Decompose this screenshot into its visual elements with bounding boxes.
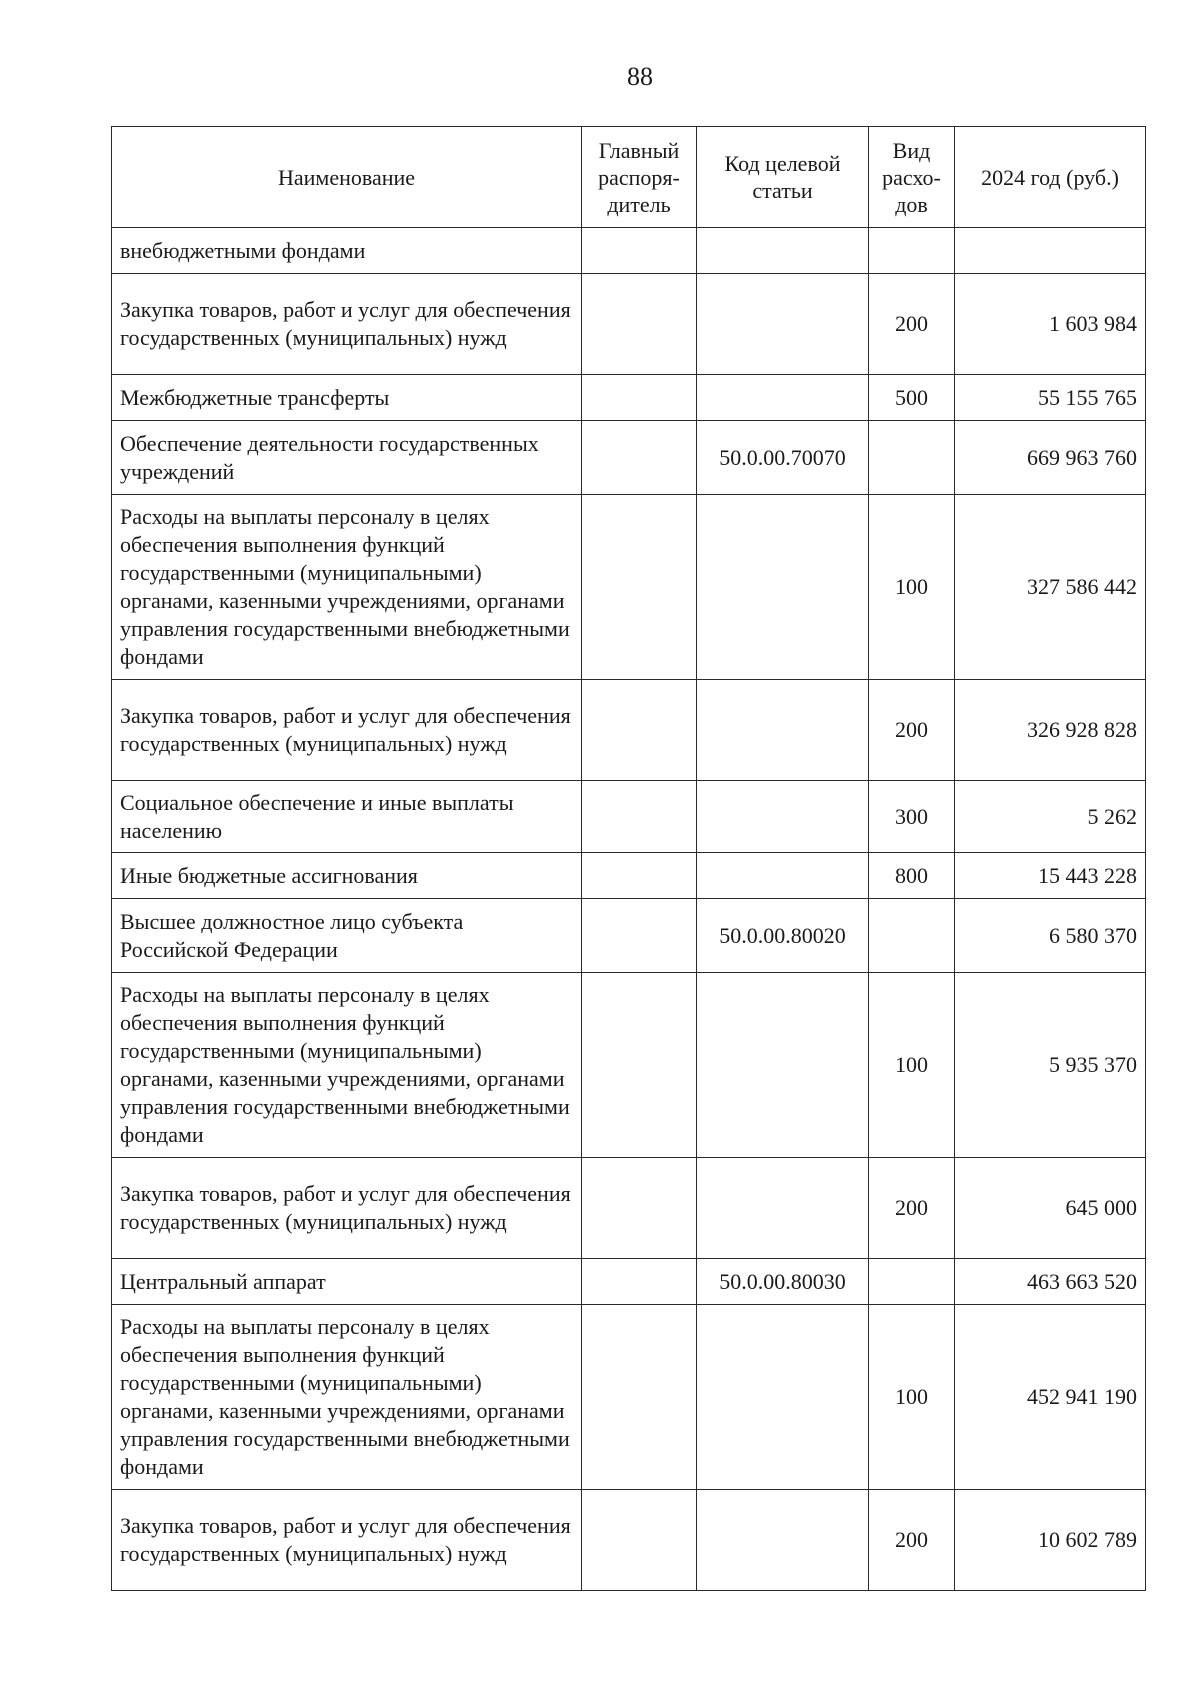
row-manager xyxy=(582,421,697,495)
row-type: 100 xyxy=(869,495,955,680)
row-type xyxy=(869,899,955,973)
row-manager xyxy=(582,680,697,781)
row-name: внебюджетными фондами xyxy=(112,228,582,274)
row-amount: 1 603 984 xyxy=(955,274,1146,375)
row-manager xyxy=(582,1305,697,1490)
row-code xyxy=(697,1490,869,1591)
row-code xyxy=(697,228,869,274)
table-row xyxy=(112,228,1146,274)
table-header-row xyxy=(112,127,1146,228)
row-type: 800 xyxy=(869,853,955,899)
row-manager xyxy=(582,781,697,853)
page-number: 88 xyxy=(627,62,653,91)
table-row xyxy=(112,375,1146,421)
row-name: Закупка товаров, работ и услуг для обеспечения государственных (муниципальных) нужд xyxy=(112,1490,582,1591)
row-name: Расходы на выплаты персоналу в целях обеспечения выполнения функций государственными (муниципальными) органами, казенными учреждениями, органами управления государственными внебюджетными фондами xyxy=(112,973,582,1158)
row-code: 50.0.00.80020 xyxy=(697,899,869,973)
header-manager: Главный распоря-дитель xyxy=(582,127,697,228)
row-name: Социальное обеспечение и иные выплаты населению xyxy=(112,781,582,853)
row-amount: 463 663 520 xyxy=(955,1259,1146,1305)
row-type: 200 xyxy=(869,1158,955,1259)
row-code xyxy=(697,973,869,1158)
row-amount: 669 963 760 xyxy=(955,421,1146,495)
row-type: 200 xyxy=(869,680,955,781)
header-type: Вид расхо-дов xyxy=(869,127,955,228)
row-name: Межбюджетные трансферты xyxy=(112,375,582,421)
row-type: 300 xyxy=(869,781,955,853)
row-manager xyxy=(582,274,697,375)
row-manager xyxy=(582,1259,697,1305)
table-row xyxy=(112,1158,1146,1259)
row-code xyxy=(697,781,869,853)
row-name: Обеспечение деятельности государственных учреждений xyxy=(112,421,582,495)
row-manager xyxy=(582,899,697,973)
table-row xyxy=(112,1490,1146,1591)
table-row xyxy=(112,495,1146,680)
row-name: Расходы на выплаты персоналу в целях обеспечения выполнения функций государственными (муниципальными) органами, казенными учреждениями, органами управления государственными внебюджетными фондами xyxy=(112,495,582,680)
row-name: Высшее должностное лицо субъекта Российской Федерации xyxy=(112,899,582,973)
table-row xyxy=(112,421,1146,495)
row-manager xyxy=(582,495,697,680)
row-code xyxy=(697,1158,869,1259)
row-code xyxy=(697,853,869,899)
row-amount: 452 941 190 xyxy=(955,1305,1146,1490)
table-row xyxy=(112,1305,1146,1490)
row-name: Закупка товаров, работ и услуг для обеспечения государственных (муниципальных) нужд xyxy=(112,274,582,375)
row-code xyxy=(697,274,869,375)
row-type xyxy=(869,228,955,274)
table-row xyxy=(112,274,1146,375)
table-row xyxy=(112,899,1146,973)
row-name: Закупка товаров, работ и услуг для обеспечения государственных (муниципальных) нужд xyxy=(112,1158,582,1259)
row-name: Расходы на выплаты персоналу в целях обеспечения выполнения функций государственными (муниципальными) органами, казенными учреждениями, органами управления государственными внебюджетными фондами xyxy=(112,1305,582,1490)
row-manager xyxy=(582,375,697,421)
row-amount: 326 928 828 xyxy=(955,680,1146,781)
row-type: 200 xyxy=(869,274,955,375)
row-manager xyxy=(582,1490,697,1591)
row-code: 50.0.00.70070 xyxy=(697,421,869,495)
row-manager xyxy=(582,973,697,1158)
header-code: Код целевой статьи xyxy=(697,127,869,228)
row-amount: 5 935 370 xyxy=(955,973,1146,1158)
row-type: 200 xyxy=(869,1490,955,1591)
row-manager xyxy=(582,853,697,899)
table-row xyxy=(112,680,1146,781)
row-code xyxy=(697,375,869,421)
row-amount: 645 000 xyxy=(955,1158,1146,1259)
row-amount: 5 262 xyxy=(955,781,1146,853)
table-row xyxy=(112,853,1146,899)
row-amount xyxy=(955,228,1146,274)
row-manager xyxy=(582,1158,697,1259)
row-name: Закупка товаров, работ и услуг для обеспечения государственных (муниципальных) нужд xyxy=(112,680,582,781)
row-type: 100 xyxy=(869,1305,955,1490)
row-type xyxy=(869,421,955,495)
row-amount: 15 443 228 xyxy=(955,853,1146,899)
row-code xyxy=(697,495,869,680)
row-type: 100 xyxy=(869,973,955,1158)
table-row xyxy=(112,781,1146,853)
table-row xyxy=(112,973,1146,1158)
header-name: Наименование xyxy=(112,127,582,228)
row-amount: 10 602 789 xyxy=(955,1490,1146,1591)
row-type: 500 xyxy=(869,375,955,421)
header-amount: 2024 год (руб.) xyxy=(955,127,1146,228)
row-amount: 327 586 442 xyxy=(955,495,1146,680)
row-name: Центральный аппарат xyxy=(112,1259,582,1305)
row-amount: 55 155 765 xyxy=(955,375,1146,421)
row-amount: 6 580 370 xyxy=(955,899,1146,973)
row-code xyxy=(697,1305,869,1490)
table-row xyxy=(112,1259,1146,1305)
row-type xyxy=(869,1259,955,1305)
budget-table xyxy=(111,126,1146,1591)
row-name: Иные бюджетные ассигнования xyxy=(112,853,582,899)
row-code: 50.0.00.80030 xyxy=(697,1259,869,1305)
row-manager xyxy=(582,228,697,274)
row-code xyxy=(697,680,869,781)
